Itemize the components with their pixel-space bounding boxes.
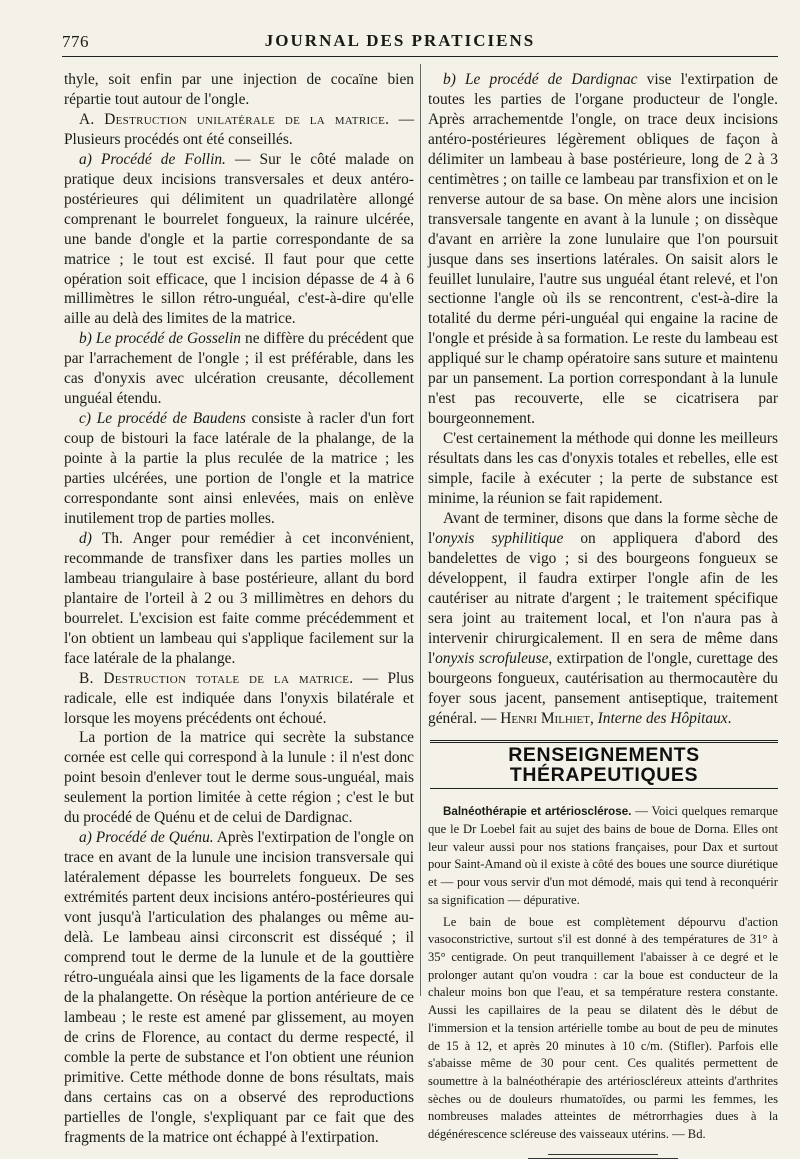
paragraph <box>428 509 778 728</box>
running-title: JOURNAL DES PRATICIENS <box>264 31 536 50</box>
right-column <box>428 70 778 1159</box>
paragraph <box>64 409 414 529</box>
paragraph-text: consiste à racler d'un fort coup de bistouri la face latérale de la phalange, de la pointe à la partie la plus reculée de la matrice ; les parties ulcérées, une portion de l'ongle et la matrice correspondante sont ainsi enlevées, mais on enlève inutilement trop de parties molles. <box>64 410 414 527</box>
byline-end: . <box>727 709 732 727</box>
heading-runin: B. Destruction totale de la matrice. <box>79 669 354 687</box>
paragraph <box>64 150 414 330</box>
therapeutic-notes <box>428 803 778 1143</box>
paragraph <box>64 828 414 1147</box>
section-title: RENSEIGNEMENTS THÉRAPEUTIQUES <box>508 744 700 787</box>
paragraph-text: vise l'extirpation de toutes les parties de l'organe producteur de l'ongle. Après arrachementde l'ongle, on trace deux incisions antéro-postérieures légèrement obliques de façon à délimiter un lambeau à base postérieure, long de 2 à 3 centimètres ; on taille ce lambeau par transfixion et on le renverse autour de sa base. On mène alors une incision transversale tangente en avant à la lunule ; on dissèque d'avant en arrière la zone lunulaire que l'on poursuit jusque dans ses insertions latérales. On saisit alors le feuillet lunulaire, l'autre sus unguéal étant relevé, et l'on sectionne l'angle où ils se rencontrent, c'est-à-dire la totalité du derme péri-unguéal qui engaine la racine de l'ongle et préside à sa formation. Le reste du lambeau est appliqué sur le champ opératoire sans suture et maintenu par un pansement. La portion correspondant à la lunule n'est pas recouverte, elle se cicatrisera par bourgeonnement. <box>428 71 778 428</box>
paragraph <box>428 70 778 429</box>
left-column <box>64 70 414 1147</box>
paragraph-text: , extirpation de l'ongle, curettage des bourgeons fongueux, cautérisation au thermocautère du foyer sous jacent, pansement antiseptique, traitement général. — <box>428 649 778 727</box>
page-number: 776 <box>62 32 89 51</box>
paragraph <box>64 110 414 150</box>
heading-runin: b) Le procédé de Gosselin <box>79 330 241 348</box>
paragraph <box>428 803 778 909</box>
italic-term: onyxis scrofuleuse <box>435 649 549 667</box>
paragraph: C'est certainement la méthode qui donne les meilleurs résultats dans les cas d'onyxis totales et rebelles, elle est simple, facile à exécuter ; la perte de substance est minime, la réunion se fait rapidement. <box>428 430 778 508</box>
paragraph-text: Après l'extirpation de l'ongle on trace en avant de la lunule une incision transversale qui latéralement dépasse les bourrelets fongueux. De ses extrémités partent deux incisions antéro-postérieures qui vont jusqu'à l'articulation des phalanges ou même au-delà. Le lambeau ainsi circonscrit est disséqué ; il comprend tout le derme de la lunule et de la gouttière rétro-unguéala ainsi que les ligaments de la face dorsale de la phalangette. On résèque la portion antérieure de ce lambeau ; le reste est amené par glissement, au moyen de crins de Florence, au contact du derme respecté, il comble la perte de substance et l'on obtient une réunion primitive. Cette méthode donne de bons résultats, mais dans certains cas on a observé des reproductions partielles de l'ongle, s'expliquant par ce fait que des fragments de la matrice ont échappé à l'extirpation. <box>64 829 414 1146</box>
paragraph <box>64 529 414 669</box>
paragraph-text: — Sur le côté malade on pratique deux incisions transversales et deux antéro-postérieures qui délimitent un quadrilatère allongé comprenant le bourrelet fongueux, la rainure ulcérée, une bande d'ongle et la partie correspondante de sa matrice ; le tout est excisé. Il faut pour que cette opération soit efficace, que l incision dépasse de 4 à 6 millimètres le sillon rétro-unguéal, c'est-à-dire qu'elle aille au delà des limites de la matrice. <box>64 150 414 328</box>
paragraph-text: — Plusieurs procédés ont été conseillés. <box>64 110 414 148</box>
paragraph-text: Th. Anger pour remédier à cet inconvénient, recommande de transfixer dans les parties molles un lambeau triangulaire à base postérieure, allant du bord plantaire de l'orteil à 2 ou 3 millimètres en dehors du bourrelet. L'excision est faite comme précédemment et l'on obtient un lambeau qui s'applique facilement sur la face latérale de la phalange. <box>64 529 414 667</box>
heading-runin: a) Procédé de Follin. <box>79 150 226 168</box>
italic-term: onyxis syphilitique <box>435 529 564 547</box>
paragraph <box>64 669 414 729</box>
heading-runin: c) Le procédé de Baudens <box>79 410 246 428</box>
heading-runin: Balnéothérapie et artériosclérose. <box>443 805 632 819</box>
paragraph-text: Avant de terminer, disons que dans la forme sèche de l' <box>428 509 778 547</box>
header-rule <box>62 56 778 57</box>
byline-separator: , <box>589 709 598 727</box>
heading-runin: d) <box>79 529 92 547</box>
heading-runin: A. Destruction unilatérale de la matrice. <box>79 110 390 128</box>
column-divider <box>420 64 421 996</box>
heading-runin: b) Le procédé de Dardignac <box>443 71 638 88</box>
paragraph: Le bain de boue est complètement dépourvu d'action vasoconstrictive, surtout s'il est donné à des températures de 31° à 35° centigrade. On peut tranquillement l'abaisser à ce degré et le prolonger autant qu'on voudra : car la boue est conducteur de la chaleur moins bon que l'eau, et sa température restera constante. Aussi les capillaires de la peau se dilatent dès le début de l'immersion et la tension artérielle tombe au bout de peu de minutes de 15 à 12, et après 20 minutes à 10 c/m. (Stifler). Parfois elle s'abaisse même de 30 pour cent. Ces qualités permettent de soumettre à la balnéothérapie des artérioscléreux atteints d'arthrites sèches ou de douleurs rhumatoïdes, ou parmi les femmes, les nombreuses malades atteintes de métrorrhagies dues à la dégénérescence scléreuse des vaisseaux utérins. — Bd. <box>428 914 778 1142</box>
author-role: Interne des Hôpitaux <box>597 709 728 727</box>
heading-runin: a) Procédé de Quénu. <box>79 829 214 847</box>
paragraph: thyle, soit enfin par une injection de cocaïne bien répartie tout autour de l'ongle. <box>64 71 414 108</box>
paragraph <box>64 329 414 409</box>
end-rule <box>548 1154 658 1155</box>
paragraph-text: on appliquera d'abord des bandelettes de vigo ; si des bourgeons fongueux se développent, il faudra extirper l'ongle afin de les cautériser au nitrate d'argent ; le traitement spécifique sera joint au traitement local, et l'on n'aura pas à intervenir chirurgicalement. Il en sera de même dans l' <box>428 529 778 667</box>
paragraph: La portion de la matrice qui secrète la substance cornée est celle qui correspond à la lunule : il n'est donc point besoin d'enlever tout le derme sous-unguéal, mais seulement la portion limitée à cette région ; c'est le but du procédé de Quénu et de celui de Dardignac. <box>64 729 414 827</box>
paragraph-text: — Plus radicale, elle est indiquée dans l'onyxis bilatérale et lorsque les moyens précédents ont échoué. <box>64 669 414 727</box>
paragraph-text: — Voici quelques remarque que le Dr Loebel fait au sujet des bains de boue de Dorna. Elles ont leur valeur aussi pour nos stations françaises, pour Dax et surtout pour Saint-Amand où il existe à côté des boues une source diurétique et — pour vous servir d'un mot démodé, mais qui tend à reconquérir sa signification — dépurative. <box>428 804 778 907</box>
section-header-box <box>430 740 778 789</box>
paragraph-text: ne diffère du précédent que par l'arrachement de l'ongle ; il est préférable, dans les cas d'onyxis avec ulcération creusante, décollement unguéal étendu. <box>64 330 414 408</box>
author-name: Henri Milhiet <box>500 709 590 727</box>
